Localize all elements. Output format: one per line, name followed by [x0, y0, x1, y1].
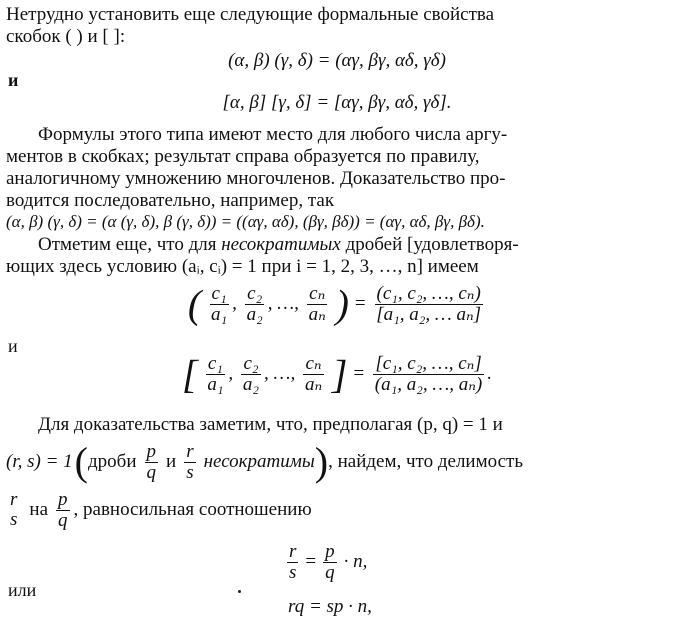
formula-brackets-product: [α, β] [γ, δ] = [αγ, βγ, αδ, γδ].: [222, 92, 452, 113]
conjunction-or: или: [8, 580, 37, 600]
para5-line: r s на $\frac{p}{q}$ , равносильная соотношению: [10, 488, 312, 531]
formula-bracket-fractions: [ $\frac{\text{c₁}}{\text{a₁}}$ , $\frac{\text{c₂}}{\text{a₂}}$ , …, $\frac{\text{cₙ}}{\text{aₙ}}$ ] = $\frac{\text{[c₁, c₂, …, cₙ]}}{\text{(a₁, a₂, …, aₙ)}}$ .: [181, 351, 493, 397]
conjunction-and: и: [8, 70, 19, 90]
formula-expansion: (α, β) (γ, δ) = (α (γ, δ), β (γ, δ)) = ((αγ, αδ), (βγ, βδ)) = (αγ, αδ, βγ, βδ).: [6, 212, 485, 231]
formula-product: rq = sp · n,: [288, 596, 372, 617]
para2-line-1: Формулы этого типа имеют место для любого числа аргу-: [38, 124, 508, 145]
para2-line-3: аналогичному умножению многочленов. Доказательство про-: [6, 168, 506, 189]
conjunction-and-2: и: [8, 336, 18, 356]
line-1: Нетрудно установить еще следующие формальные свойства: [6, 4, 495, 25]
para3-line-2: ющих здесь условию (aᵢ, cᵢ) = 1 при i = 1, 2, 3, …, n] имеем: [6, 256, 479, 277]
para3-line-1: Отметим еще, что для несократимых дробей [удовлетворя-: [38, 234, 519, 255]
formula-divisibility: $\frac{r}{s}$ = $\frac{p}{q}$ · n,: [289, 540, 368, 583]
line-2: скобок ( ) и [ ]:: [6, 26, 126, 47]
para2-line-2: ментов в скобках; результат справа образуется по правилу,: [6, 146, 480, 167]
speck: [238, 590, 241, 593]
formula-parentheses-product: (α, β) (γ, δ) = (αγ, βγ, αδ, γδ): [228, 50, 446, 71]
para4-line-1: Для доказательства заметим, что, предполагая (p, q) = 1 и: [38, 414, 503, 435]
para2-line-4: водится последовательно, например, так: [6, 190, 335, 211]
formula-paren-fractions: ( $\frac{\text{c₁}}{\text{a₁}}$ , $\frac{\text{c₂}}{\text{a₂}}$ , …, $\frac{\text{cₙ}}{\text{aₙ}}$ ) = $\frac{\text{(c₁, c₂, …, cₙ)}}{\text{[a₁, a₂, … aₙ]}}$: [187, 281, 482, 327]
para4-line-2: (r, s) = 1 ( дроби $\frac{p}{q}$ и $\frac{r}{s}$ несократимы ) , найдем, что делимость: [6, 439, 523, 484]
